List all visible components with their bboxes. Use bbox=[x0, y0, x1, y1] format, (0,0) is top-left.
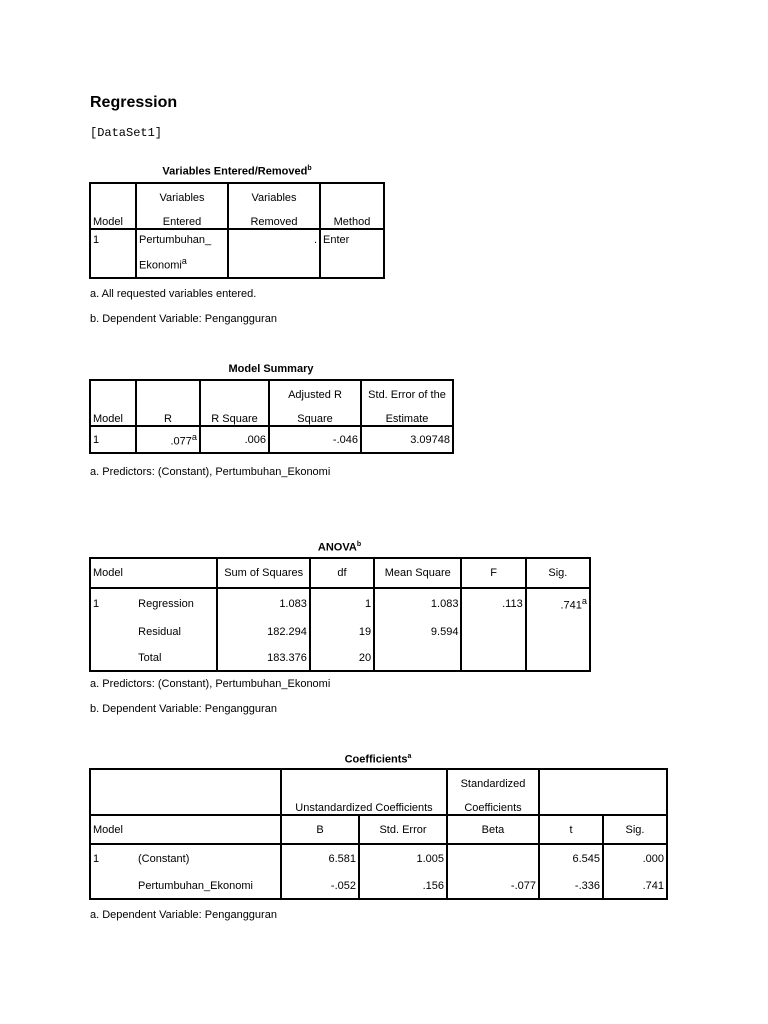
col-header-removed: Variables bbox=[228, 183, 320, 204]
col-header-sum-of-squares: Sum of Squares bbox=[217, 558, 309, 588]
cell-f bbox=[461, 619, 525, 645]
cell-mean-square bbox=[374, 645, 461, 671]
cell-label: Residual bbox=[138, 626, 181, 638]
page-title: Regression bbox=[90, 94, 178, 111]
col-header-removed-2: Removed bbox=[228, 204, 320, 229]
col-header-sig: Sig. bbox=[526, 558, 590, 588]
col-header-r-square: R Square bbox=[200, 401, 269, 426]
col-header-standardized: Standardized bbox=[447, 769, 539, 790]
cell-model: 1 bbox=[93, 853, 100, 865]
cell-sig: .000 bbox=[603, 844, 667, 873]
col-header-model: Model bbox=[90, 401, 136, 426]
cell-df: 19 bbox=[310, 619, 374, 645]
cell-b: -.052 bbox=[281, 873, 359, 899]
cell-mean-square: 9.594 bbox=[374, 619, 461, 645]
col-header-std-error: Std. Error of the bbox=[361, 380, 453, 401]
footnote-a: a. Predictors: (Constant), Pertumbuhan_Ekonomi bbox=[90, 678, 331, 690]
cell-sum-of-squares: 1.083 bbox=[217, 588, 309, 619]
col-header-b: B bbox=[281, 815, 359, 844]
cell-sum-of-squares: 183.376 bbox=[217, 645, 309, 671]
cell-entered: Pertumbuhan_ Ekonomi$^a$ bbox=[136, 229, 228, 278]
dataset-label: [DataSet1] bbox=[90, 126, 163, 140]
cell-model: 1 bbox=[93, 234, 100, 246]
model-summary-title: Model Summary bbox=[228, 363, 314, 375]
col-header-adjusted-r: Adjusted R bbox=[269, 380, 361, 401]
table-row bbox=[90, 229, 384, 278]
cell-f bbox=[461, 645, 525, 671]
table-row bbox=[90, 873, 667, 899]
col-header-model: Model bbox=[90, 204, 136, 229]
cell-df: 20 bbox=[310, 645, 374, 671]
table-row bbox=[90, 645, 590, 671]
cell-beta: -.077 bbox=[447, 873, 539, 899]
cell-label: Regression bbox=[138, 598, 194, 610]
cell-model: 1 bbox=[93, 598, 100, 610]
footnote-a: a. Predictors: (Constant), Pertumbuhan_Ekonomi bbox=[90, 466, 331, 478]
anova-table bbox=[89, 557, 591, 672]
col-header-adjusted-r-2: Square bbox=[269, 401, 361, 426]
cell-sig: .741$^a$ bbox=[526, 588, 590, 619]
cell-r: .077$^a$ bbox=[136, 426, 200, 453]
cell-df: 1 bbox=[310, 588, 374, 619]
table-row bbox=[90, 588, 590, 619]
cell-std-error: 1.005 bbox=[359, 844, 447, 873]
cell-adjusted-r-square: -.046 bbox=[269, 426, 361, 453]
cell-label: (Constant) bbox=[138, 853, 190, 865]
col-header-entered-2: Entered bbox=[136, 204, 228, 229]
table-row bbox=[90, 844, 667, 873]
col-header-r: R bbox=[136, 401, 200, 426]
col-header-f: F bbox=[461, 558, 525, 588]
col-header-method: Method bbox=[320, 204, 384, 229]
cell-b: 6.581 bbox=[281, 844, 359, 873]
col-header-model: Model bbox=[90, 558, 217, 588]
cell-sig: .741 bbox=[603, 873, 667, 899]
cell-method: Enter bbox=[320, 229, 384, 278]
footnote-a: a. Dependent Variable: Pengangguran bbox=[90, 909, 277, 921]
cell-f: .113 bbox=[461, 588, 525, 619]
anova-title: ANOVA$^b$ bbox=[317, 541, 362, 554]
cell-label: Total bbox=[138, 651, 162, 664]
col-header-unstandardized: Unstandardized Coefficients bbox=[281, 790, 447, 815]
variables-entered-title: Variables Entered/Removed$^b$ bbox=[162, 165, 312, 178]
coefficients-table bbox=[89, 768, 668, 900]
cell-sig bbox=[526, 645, 590, 671]
col-header-df: df bbox=[310, 558, 374, 588]
model-summary-table bbox=[89, 379, 454, 454]
cell-mean-square: 1.083 bbox=[374, 588, 461, 619]
cell-sig bbox=[526, 619, 590, 645]
footnote-b: b. Dependent Variable: Pengangguran bbox=[90, 703, 277, 715]
cell-std-error: .156 bbox=[359, 873, 447, 899]
col-header-entered: Variables bbox=[136, 183, 228, 204]
cell-r-square: .006 bbox=[200, 426, 269, 453]
col-header-beta: Beta bbox=[447, 815, 539, 844]
col-header-std-error: Std. Error bbox=[359, 815, 447, 844]
cell-sum-of-squares: 182.294 bbox=[217, 619, 309, 645]
cell-t: -.336 bbox=[539, 873, 603, 899]
table-row bbox=[90, 426, 453, 453]
cell-label: Pertumbuhan_Ekonomi bbox=[138, 879, 253, 892]
coefficients-title: Coefficients$^a$ bbox=[344, 753, 412, 766]
footnote-b: b. Dependent Variable: Pengangguran bbox=[90, 313, 277, 325]
cell-std-error: 3.09748 bbox=[361, 426, 453, 453]
col-header-t: t bbox=[539, 815, 603, 844]
col-header-standardized-2: Coefficients bbox=[447, 790, 539, 815]
cell-removed: . bbox=[228, 229, 320, 278]
col-header-std-error-2: Estimate bbox=[361, 401, 453, 426]
cell-model: 1 bbox=[93, 433, 100, 446]
table-row bbox=[90, 619, 590, 645]
variables-entered-table bbox=[89, 182, 385, 279]
footnote-a: a. All requested variables entered. bbox=[90, 288, 257, 300]
cell-beta bbox=[447, 844, 539, 873]
col-header-model: Model bbox=[90, 815, 281, 844]
col-header-mean-square: Mean Square bbox=[374, 558, 461, 588]
col-header-sig: Sig. bbox=[603, 815, 667, 844]
cell-t: 6.545 bbox=[539, 844, 603, 873]
